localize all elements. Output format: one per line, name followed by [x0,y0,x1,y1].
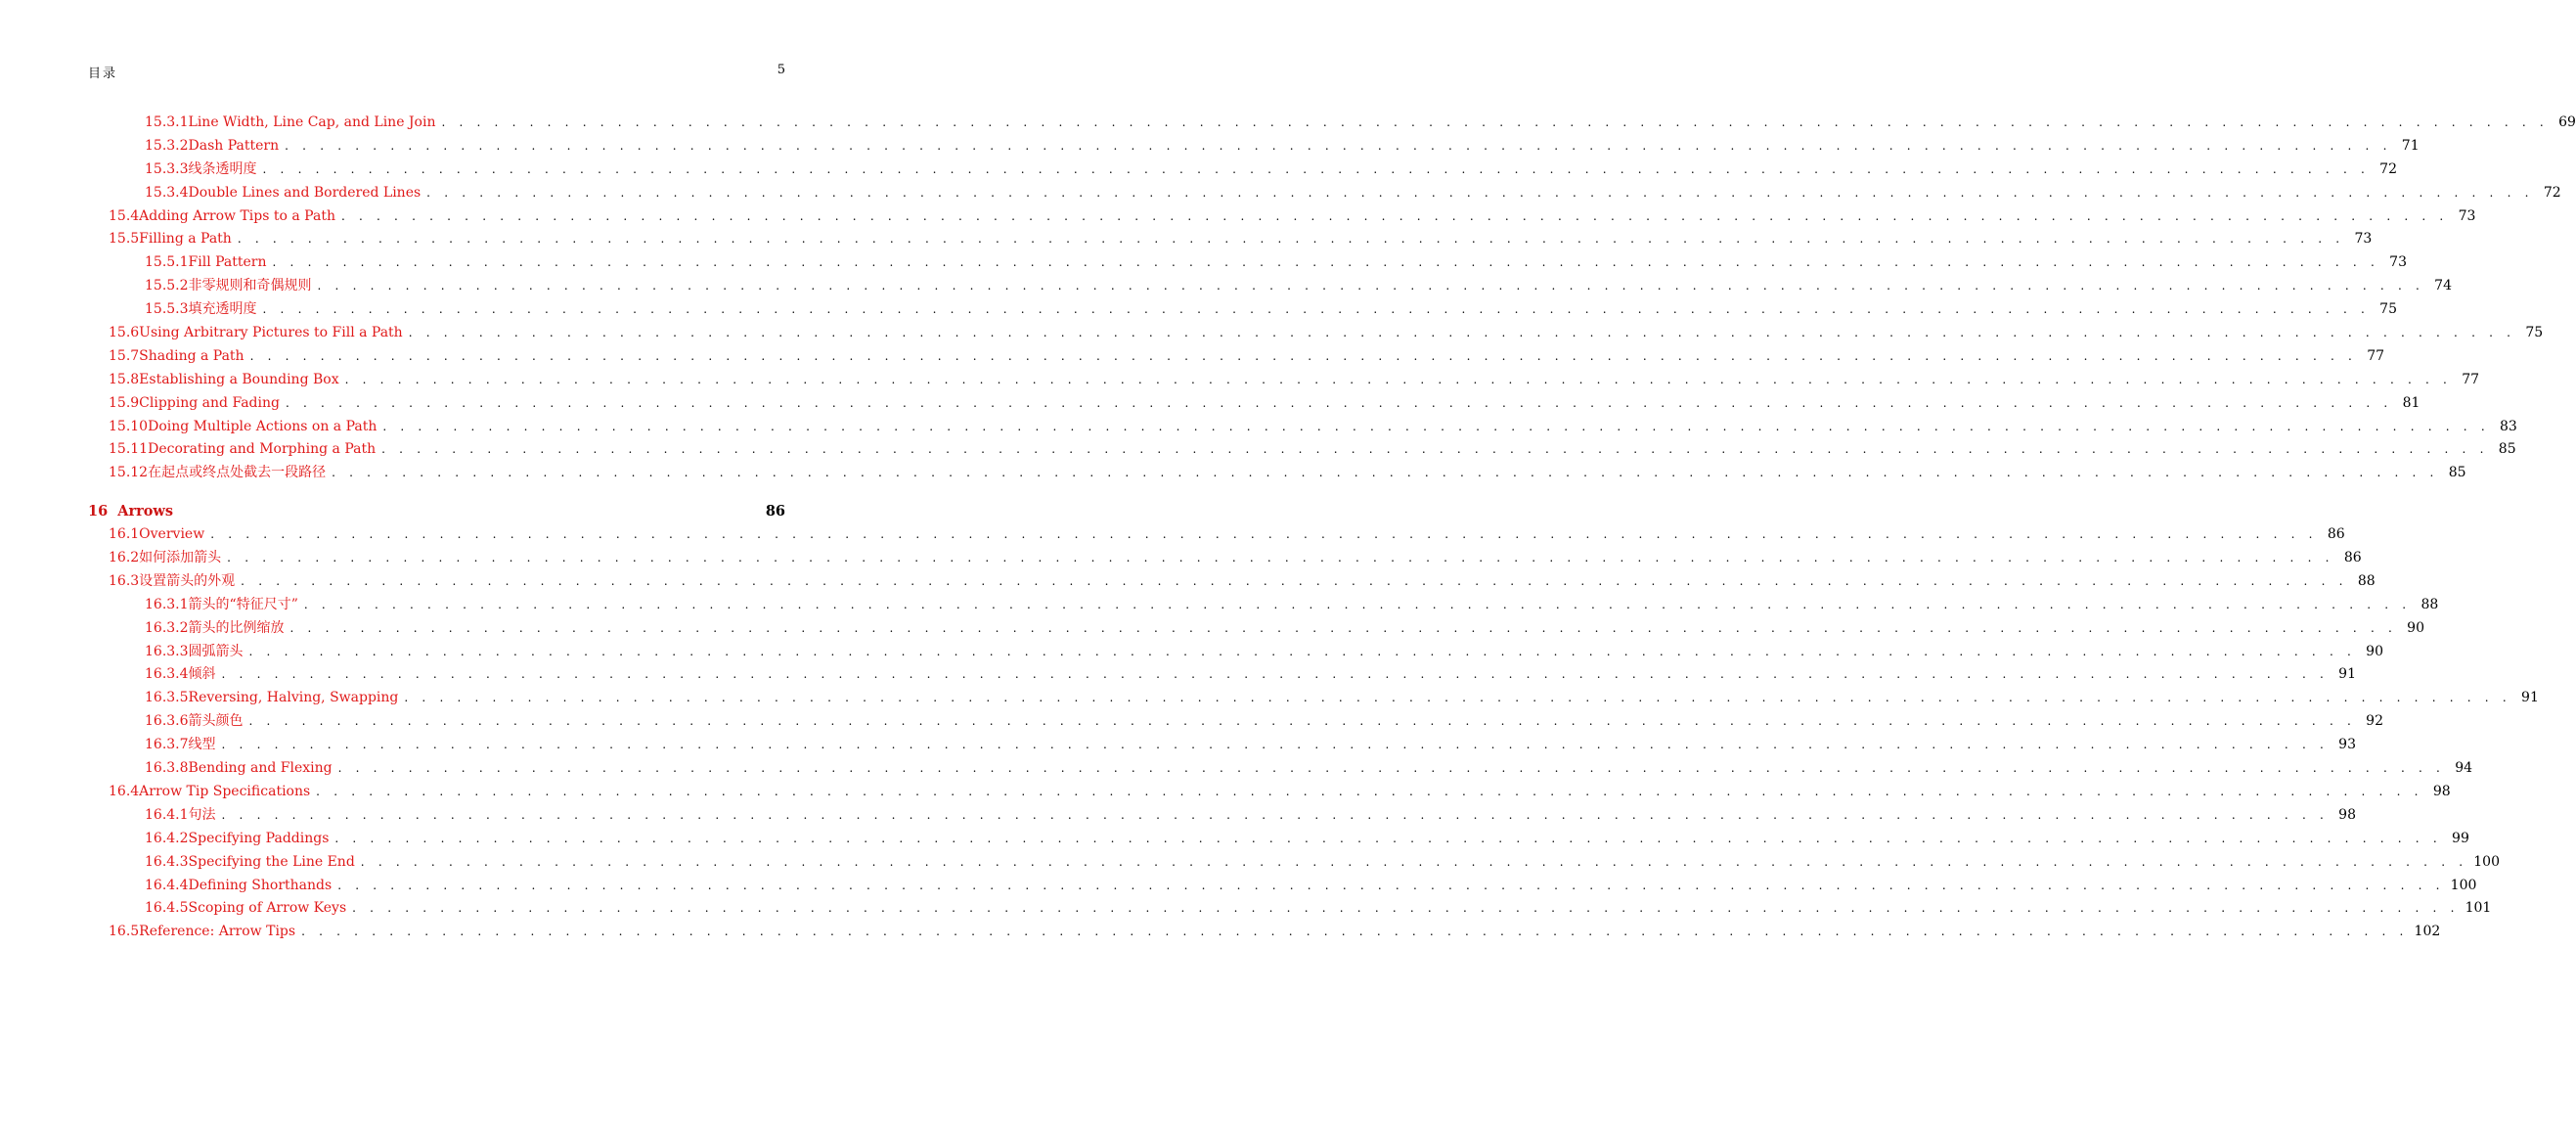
dot-leader: . . . . . . . . . . . . . . . . . . . . . . . . . . . . . . . . . . . . . . . . . . . . . . . . . . . . . . . . . . . . . . . . . . . . . . . . . . . . . . . . . . . . . . . . . . . . . . . . . . . . . . . . . . . . . . . . . . . . . . . . [221,807,2329,822]
toc-entry-number: 16.3.7 [145,737,189,753]
dot-leader: . . . . . . . . . . . . . . . . . . . . . . . . . . . . . . . . . . . . . . . . . . . . . . . . . . . . . . . . . . . . . . . . . . . . . . . . . . . . . . . . . . . . . . . . . . . . . . . . . . . . . . . . . . . . . . . . . . . . . . . . [285,138,2392,153]
toc-entry-title[interactable]: 非零规则和奇偶规则 [188,278,312,294]
toc-entry-number: 15.12 [109,465,149,481]
toc-entry-title[interactable]: Double Lines and Bordered Lines [188,184,422,201]
toc-entry-number: 16.5 [109,924,140,940]
toc-entry-number: 16.2 [109,550,140,566]
toc-entry-number: 15.5.3 [145,301,189,318]
toc-subsection-entry[interactable] [88,757,2473,781]
toc-entry-number: 15.8 [109,371,140,387]
toc-entry-number: 16.3.1 [145,596,189,612]
toc-entry-page: 73 [2458,207,2476,224]
toc-entry-page: 72 [2543,184,2561,201]
toc-entry-page: 85 [2448,465,2466,481]
dot-leader: . . . . . . . . . . . . . . . . . . . . . . . . . . . . . . . . . . . . . . . . . . . . . . . . . . . . . . . . . . . . . . . . . . . . . . . . . . . . . . . . . . . . . . . . . . . . . . . . . . . . . . . . . . . . . . . . . . . . . . . . [334,831,2442,845]
toc-entry-page: 88 [2357,572,2376,589]
dot-leader: . . . . . . . . . . . . . . . . . . . . . . . . . . . . . . . . . . . . . . . . . . . . . . . . . . . . . . . . . . . . . . . . . . . . . . . . . . . . . . . . . . . . . . . . . . . . . . . . . . . . . . . . . . . . . . . . . . . . . . . . [316,784,2423,798]
toc-entry-number: 16.3.8 [145,760,189,777]
toc-entry-number: 15.3.4 [145,184,189,201]
toc-entry-page: 101 [2465,900,2492,917]
toc-entry-number: 15.7 [109,347,140,364]
toc-entry-number: 15.5.1 [145,254,189,271]
dot-leader: . . . . . . . . . . . . . . . . . . . . . . . . . . . . . . . . . . . . . . . . . . . . . . . . . . . . . . . . . . . . . . . . . . . . . . . . . . . . . . . . . . . . . . . . . . . . . . . . . . . . . . . . . . . . . . . . . . . . . . . . [248,644,2356,658]
toc-entry-title[interactable]: 线条透明度 [188,160,257,177]
toc-subsection-entry[interactable] [88,897,2492,921]
dot-leader: . . . . . . . . . . . . . . . . . . . . . . . . . . . . . . . . . . . . . . . . . . . . . . . . . . . . . . . . . . . . . . . . . . . . . . . . . . . . . . . . . . . . . . . . . . . . . . . . . . . . . . . . . . . . . . . . . . . . . . . . [337,878,2445,892]
toc-subsection-entry[interactable] [88,828,2469,851]
toc-entry-page: 102 [2414,924,2441,940]
dot-leader: . . . . . . . . . . . . . . . . . . . . . . . . . . . . . . . . . . . . . . . . . . . . . . . . . . . . . . . . . . . . . . . . . . . . . . . . . . . . . . . . . . . . . . . . . . . . . . . . . . . . . . . . . . . . . . . . . . . . . . . . [301,925,2409,939]
toc-entry-title[interactable]: 在起点或终点处截去一段路径 [148,465,327,481]
toc-section-entry[interactable] [88,462,2466,485]
toc-section-entry[interactable] [88,921,2441,944]
toc-subsection-entry[interactable] [88,594,2439,617]
dot-leader: . . . . . . . . . . . . . . . . . . . . . . . . . . . . . . . . . . . . . . . . . . . . . . . . . . . . . . . . . . . . . . . . . . . . . . . . . . . . . . . . . . . . . . . . . . . . . . . . . . . . . . . . . . . . . . . . . . . . . . . . [408,326,2516,340]
toc-entry-title[interactable]: Dash Pattern [188,137,280,154]
toc-entry-title[interactable]: Overview [139,526,205,543]
dot-leader: . . . . . . . . . . . . . . . . . . . . . . . . . . . . . . . . . . . . . . . . . . . . . . . . . . . . . . . . . . . . . . . . . . . . . . . . . . . . . . . . . . . . . . . . . . . . . . . . . . . . . . . . . . . . . . . . . . . . . . . . [237,232,2345,247]
toc-entry-number: 15.9 [109,394,140,411]
dot-leader: . . . . . . . . . . . . . . . . . . . . . . . . . . . . . . . . . . . . . . . . . . . . . . . . . . . . . . . . . . . . . . . . . . . . . . . . . . . . . . . . . . . . . . . . . . . . . . . . . . . . . . . . . . . . . . . . . . . . . . . . [332,466,2439,480]
dot-leader: . . . . . . . . . . . . . . . . . . . . . . . . . . . . . . . . . . . . . . . . . . . . . . . . . . . . . . . . . . . . . . . . . . . . . . . . . . . . . . . . . . . . . . . . . . . . . . . . . . . . . . . . . . . . . . . . . . . . . . . . [340,208,2449,223]
toc-subsection-entry[interactable] [88,875,2477,898]
toc-entry-title[interactable]: Defining Shorthands [188,877,333,893]
toc-entry-page: 98 [2338,806,2356,823]
toc-entry-page: 77 [2367,347,2385,364]
toc-subsection-entry[interactable] [88,641,2383,664]
toc-section-entry[interactable] [88,523,2345,547]
toc-entry-page: 73 [2389,254,2407,271]
toc-entry-number: 16.4.1 [145,806,189,823]
toc-entry-title[interactable]: 填充透明度 [188,301,257,318]
toc-subsection-entry[interactable] [88,298,2397,322]
toc-entry-page: 85 [2498,441,2516,458]
toc-entry-number: 15.3.2 [145,137,189,154]
dot-leader: . . . . . . . . . . . . . . . . . . . . . . . . . . . . . . . . . . . . . . . . . . . . . . . . . . . . . . . . . . . . . . . . . . . . . . . . . . . . . . . . . . . . . . . . . . . . . . . . . . . . . . . . . . . . . . . . . . . . . . . . [382,419,2490,433]
toc-entry-number: 16.3.3 [145,643,189,659]
toc-section-entry[interactable] [88,345,2385,369]
toc-subsection-entry[interactable] [88,275,2452,298]
toc-entry-page: 86 [2343,550,2362,566]
toc-entry-title[interactable]: Specifying Paddings [188,830,330,846]
dot-leader: . . . . . . . . . . . . . . . . . . . . . . . . . . . . . . . . . . . . . . . . . . . . . . . . . . . . . . . . . . . . . . . . . . . . . . . . . . . . . . . . . . . . . . . . . . . . . . . . . . . . . . . . . . . . . . . . . . . . . . . . [221,667,2329,682]
toc-entry-title[interactable]: Line Width, Line Cap, and Line Join [188,114,436,130]
dot-leader: . . . . . . . . . . . . . . . . . . . . . . . . . . . . . . . . . . . . . . . . . . . . . . . . . . . . . . . . . . . . . . . . . . . . . . . . . . . . . . . . . . . . . . . . . . . . . . . . . . . . . . . . . . . . . . . . . . . . . . . . [249,348,2358,363]
toc-entry-title[interactable]: 倾斜 [188,666,216,683]
toc-entry-title[interactable]: Using Arbitrary Pictures to Fill a Path [139,325,403,341]
toc-entry-number: 16.4.5 [145,900,189,917]
toc-subsection-entry[interactable] [88,158,2397,182]
page-number: 5 [777,63,785,77]
toc-entry-number: 16.4.3 [145,853,189,870]
toc-section-entry[interactable] [88,416,2517,439]
dot-leader: . . . . . . . . . . . . . . . . . . . . . . . . . . . . . . . . . . . . . . . . . . . . . . . . . . . . . . . . . . . . . . . . . . . . . . . . . . . . . . . . . . . . . . . . . . . . . . . . . . . . . . . . . . . . . . . . . . . . . . . . [317,279,2424,294]
toc-entry-number: 15.6 [109,325,140,341]
toc-entry-title[interactable]: Reversing, Halving, Swapping [188,690,399,706]
toc-entry-number: 16.3.4 [145,666,189,683]
toc-entry-number: 15.5.2 [145,278,189,294]
toc-entry-page: 93 [2338,737,2356,753]
toc-entry-page: 72 [2379,160,2397,177]
toc-entry-page: 69 [2558,114,2576,130]
toc-chapter-entry[interactable] [88,500,785,523]
toc-entry-title[interactable]: Establishing a Bounding Box [139,371,339,387]
dot-leader: . . . . . . . . . . . . . . . . . . . . . . . . . . . . . . . . . . . . . . . . . . . . . . . . . . . . . . . . . . . . . . . . . . . . . . . . . . . . . . . . . . . . . . . . . . . . . . . . . . . . . . . . . . . . . . . . . . . . . . . . [262,161,2370,176]
toc-entry-page: 81 [2402,394,2421,411]
toc-subsection-entry[interactable] [88,851,2500,875]
toc-subsection-entry[interactable] [88,617,2424,641]
dot-leader: . . . . . . . . . . . . . . . . . . . . . . . . . . . . . . . . . . . . . . . . . . . . . . . . . . . . . . . . . . . . . . . . . . . . . . . . . . . . . . . . . . . . . . . . . . . . . . . . . . . . . . . . . . . . . . . . . . . . . . . . [289,620,2397,635]
toc-entry-number: 15.3.3 [145,160,189,177]
table-of-contents [88,112,2576,944]
toc-entry-number: 16.3 [109,572,140,589]
toc-section-entry[interactable] [88,322,2544,345]
dot-leader: . . . . . . . . . . . . . . . . . . . . . . . . . . . . . . . . . . . . . . . . . . . . . . . . . . . . . . . . . . . . . . . . . . . . . . . . . . . . . . . . . . . . . . . . . . . . . . . . . . . . . . . . . . . . . . . . . . . . . . . . [241,573,2348,588]
toc-entry-number: 16 [88,503,109,520]
toc-entry-title[interactable]: Fill Pattern [188,254,267,271]
dot-leader: . . . . . . . . . . . . . . . . . . . . . . . . . . . . . . . . . . . . . . . . . . . . . . . . . . . . . . . . . . . . . . . . . . . . . . . . . . . . . . . . . . . . . . . . . . . . . . . . . . . . . . . . . . . . . . . . . . . . . . . . [303,597,2412,611]
toc-entry-title[interactable]: Decorating and Morphing a Path [148,441,377,458]
toc-entry-page: 98 [2432,783,2451,799]
toc-entry-page: 90 [2366,643,2383,659]
toc-subsection-entry[interactable] [88,182,2561,205]
toc-entry-page: 90 [2407,619,2424,636]
toc-subsection-entry[interactable] [88,663,2356,687]
toc-entry-page: 74 [2434,278,2452,294]
toc-entry-title[interactable]: 圆弧箭头 [188,643,244,659]
toc-entry-number: 15.10 [109,418,149,434]
toc-entry-page: 83 [2500,418,2517,434]
toc-subsection-entry[interactable] [88,687,2539,710]
toc-entry-title[interactable]: Clipping and Fading [139,394,280,411]
toc-section-entry[interactable] [88,438,2516,462]
toc-entry-title[interactable]: Reference: Arrow Tips [139,924,296,940]
running-head-title: 目录 [88,67,118,81]
toc-subsection-entry[interactable] [88,734,2356,757]
dot-leader: . . . . . . . . . . . . . . . . . . . . . . . . . . . . . . . . . . . . . . . . . . . . . . . . . . . . . . . . . . . . . . . . . . . . . . . . . . . . . . . . . . . . . . . . . . . . . . . . . . . . . . . . . . . . . . . . . . . . . . . . [227,551,2334,565]
toc-entry-number: 15.4 [109,207,140,224]
toc-section-entry[interactable] [88,205,2476,229]
toc-entry-page: 99 [2452,830,2469,846]
toc-subsection-entry[interactable] [88,135,2420,158]
toc-entry-number: 16.4.4 [145,877,189,893]
dot-leader: . . . . . . . . . . . . . . . . . . . . . . . . . . . . . . . . . . . . . . . . . . . . . . . . . . . . . . . . . . . . . . . . . . . . . . . . . . . . . . . . . . . . . . . . . . . . . . . . . . . . . . . . . . . . . . . . . . . . . . . . [360,854,2468,869]
toc-entry-page: 91 [2338,666,2356,683]
toc-entry-page: 100 [2473,853,2500,870]
dot-leader: . . . . . . . . . . . . . . . . . . . . . . . . . . . . . . . . . . . . . . . . . . . . . . . . . . . . . . . . . . . . . . . . . . . . . . . . . . . . . . . . . . . . . . . . . . . . . . . . . . . . . . . . . . . . . . . . . . . . . . . . [272,255,2379,270]
toc-entry-number: 15.5 [109,231,140,248]
toc-section-entry[interactable] [88,781,2451,804]
toc-subsection-entry[interactable] [88,251,2407,275]
toc-entry-page: 88 [2421,596,2439,612]
toc-entry-title[interactable]: Scoping of Arrow Keys [188,900,347,917]
dot-leader: . . . . . . . . . . . . . . . . . . . . . . . . . . . . . . . . . . . . . . . . . . . . . . . . . . . . . . . . . . . . . . . . . . . . . . . . . . . . . . . . . . . . . . . . . . . . . . . . . . . . . . . . . . . . . . . . . . . . . . . . [210,527,2318,542]
toc-entry-title[interactable]: 箭头的比例缩放 [188,619,285,636]
toc-entry-title[interactable]: Bending and Flexing [188,760,333,777]
toc-entry-title[interactable]: Arrow Tip Specifications [139,783,311,799]
page-header [88,63,785,82]
dot-leader: . . . . . . . . . . . . . . . . . . . . . . . . . . . . . . . . . . . . . . . . . . . . . . . . . . . . . . . . . . . . . . . . . . . . . . . . . . . . . . . . . . . . . . . . . . . . . . . . . . . . . . . . . . . . . . . . . . . . . . . . [441,115,2549,129]
toc-entry-number: 16.4.2 [145,830,189,846]
dot-leader: . . . . . . . . . . . . . . . . . . . . . . . . . . . . . . . . . . . . . . . . . . . . . . . . . . . . . . . . . . . . . . . . . . . . . . . . . . . . . . . . . . . . . . . . . . . . . . . . . . . . . . . . . . . . . . . . . . . . . . . . [381,442,2489,457]
toc-entry-title[interactable]: Shading a Path [139,347,244,364]
toc-entry-title[interactable]: 句法 [188,806,216,823]
toc-entry-title[interactable]: 箭头颜色 [188,713,244,730]
toc-subsection-entry[interactable] [88,710,2383,734]
dot-leader: . . . . . . . . . . . . . . . . . . . . . . . . . . . . . . . . . . . . . . . . . . . . . . . . . . . . . . . . . . . . . . . . . . . . . . . . . . . . . . . . . . . . . . . . . . . . . . . . . . . . . . . . . . . . . . . . . . . . . . . . [352,901,2460,916]
toc-entry-title[interactable]: Doing Multiple Actions on a Path [148,418,378,434]
toc-entry-page: 94 [2455,760,2473,777]
toc-entry-number: 16.3.6 [145,713,189,730]
toc-entry-page: 77 [2462,371,2480,387]
dot-leader: . . . . . . . . . . . . . . . . . . . . . . . . . . . . . . . . . . . . . . . . . . . . . . . . . . . . . . . . . . . . . . . . . . . . . . . . . . . . . . . . . . . . . . . . . . . . . . . . . . . . . . . . . . . . . . . . . . . . . . . . [426,185,2534,200]
toc-entry-page: 86 [765,503,785,520]
toc-entry-title[interactable]: 设置箭头的外观 [139,572,236,589]
toc-entry-number: 16.1 [109,526,140,543]
toc-entry-page: 100 [2450,877,2477,893]
toc-entry-title[interactable]: 箭头的“特征尺寸” [188,596,298,612]
toc-subsection-entry[interactable] [88,112,2576,135]
toc-entry-page: 75 [2379,301,2397,318]
toc-entry-number: 15.3.1 [145,114,189,130]
toc-section-entry[interactable] [88,570,2376,594]
toc-entry-page: 75 [2525,325,2544,341]
toc-entry-page: 73 [2354,231,2373,248]
toc-entry-title[interactable]: Filling a Path [139,231,232,248]
toc-entry-title[interactable]: Adding Arrow Tips to a Path [139,207,335,224]
toc-subsection-entry[interactable] [88,804,2356,828]
dot-leader: . . . . . . . . . . . . . . . . . . . . . . . . . . . . . . . . . . . . . . . . . . . . . . . . . . . . . . . . . . . . . . . . . . . . . . . . . . . . . . . . . . . . . . . . . . . . . . . . . . . . . . . . . . . . . . . . . . . . . . . . [285,395,2393,410]
toc-section-entry[interactable] [88,392,2421,416]
dot-leader: . . . . . . . . . . . . . . . . . . . . . . . . . . . . . . . . . . . . . . . . . . . . . . . . . . . . . . . . . . . . . . . . . . . . . . . . . . . . . . . . . . . . . . . . . . . . . . . . . . . . . . . . . . . . . . . . . . . . . . . . [404,691,2511,705]
toc-entry-title[interactable]: 如何添加箭头 [139,550,222,566]
toc-section-entry[interactable] [88,547,2362,570]
toc-entry-page: 71 [2401,137,2420,154]
toc-entry-page: 86 [2327,526,2345,543]
toc-section-entry[interactable] [88,228,2373,251]
dot-leader: . . . . . . . . . . . . . . . . . . . . . . . . . . . . . . . . . . . . . . . . . . . . . . . . . . . . . . . . . . . . . . . . . . . . . . . . . . . . . . . . . . . . . . . . . . . . . . . . . . . . . . . . . . . . . . . . . . . . . . . . [221,738,2329,752]
toc-entry-page: 92 [2366,713,2383,730]
toc-entry-number: 16.3.2 [145,619,189,636]
toc-entry-page: 91 [2521,690,2539,706]
dot-leader: . . . . . . . . . . . . . . . . . . . . . . . . . . . . . . . . . . . . . . . . . . . . . . . . . . . . . . . . . . . . . . . . . . . . . . . . . . . . . . . . . . . . . . . . . . . . . . . . . . . . . . . . . . . . . . . . . . . . . . . . [337,761,2446,776]
toc-entry-title[interactable]: Specifying the Line End [188,853,355,870]
dot-leader: . . . . . . . . . . . . . . . . . . . . . . . . . . . . . . . . . . . . . . . . . . . . . . . . . . . . . . . . . . . . . . . . . . . . . . . . . . . . . . . . . . . . . . . . . . . . . . . . . . . . . . . . . . . . . . . . . . . . . . . . [344,372,2453,386]
toc-entry-number: 16.4 [109,783,140,799]
toc-entry-title[interactable]: Arrows [117,503,174,520]
toc-entry-title[interactable]: 线型 [188,737,216,753]
toc-entry-number: 16.3.5 [145,690,189,706]
toc-section-entry[interactable] [88,369,2480,392]
toc-entry-number: 15.11 [109,441,149,458]
dot-leader: . . . . . . . . . . . . . . . . . . . . . . . . . . . . . . . . . . . . . . . . . . . . . . . . . . . . . . . . . . . . . . . . . . . . . . . . . . . . . . . . . . . . . . . . . . . . . . . . . . . . . . . . . . . . . . . . . . . . . . . . [262,302,2370,317]
dot-leader: . . . . . . . . . . . . . . . . . . . . . . . . . . . . . . . . . . . . . . . . . . . . . . . . . . . . . . . . . . . . . . . . . . . . . . . . . . . . . . . . . . . . . . . . . . . . . . . . . . . . . . . . . . . . . . . . . . . . . . . . [248,714,2356,729]
